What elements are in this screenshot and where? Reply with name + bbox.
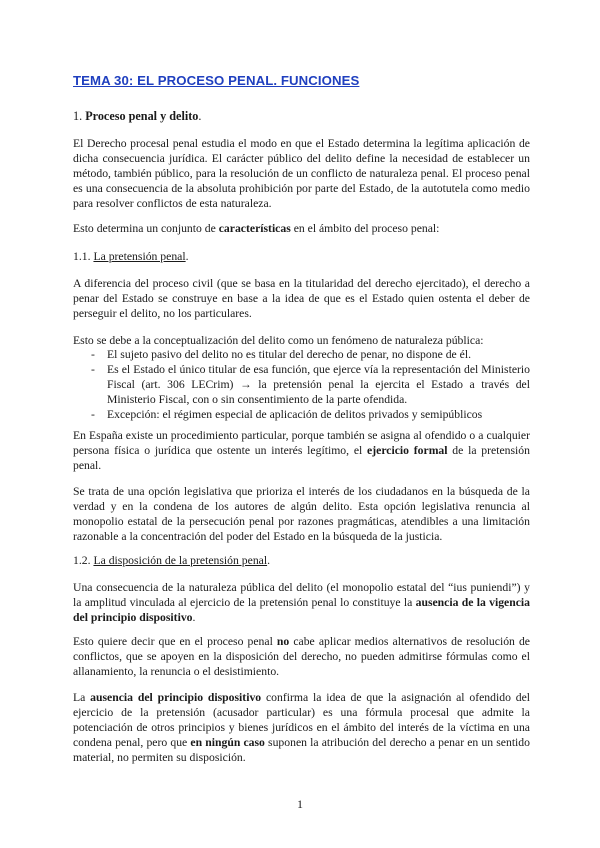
section-1-heading bbox=[73, 109, 530, 124]
text-run: La bbox=[73, 691, 91, 704]
text-run: . bbox=[192, 611, 196, 624]
list-item: - Excepción: el régimen especial de aplicación de delitos privados y semipúblicos bbox=[73, 407, 530, 422]
page-number: 1 bbox=[297, 797, 303, 811]
bold-run: características bbox=[218, 222, 291, 235]
bold-run: ausencia de la vigencia del principio dispositivo bbox=[73, 596, 530, 624]
section-punct: . bbox=[267, 554, 271, 567]
section-number: 1.1. bbox=[73, 250, 94, 263]
paragraph-1: El Derecho procesal penal estudia el modo en que el Estado determina la legítima aplicación de dicha consecuencia jurídica. El carácter público del delito define la necesidad de establecer un método, también público, para la resolución de un conflicto de naturaleza penal. El proceso penal es una consecuencia de la absoluta prohibición por parte del Estado, de la autotutela como medio para resolver conflictos de esta naturaleza. bbox=[73, 137, 530, 210]
text-run: suponen la atribución del derecho a penar en un sentido material, no permiten su disposición. bbox=[73, 736, 530, 764]
section-title: Proceso penal y delito bbox=[85, 109, 199, 123]
bold-run: no bbox=[276, 635, 290, 648]
section-number: 1.2. bbox=[73, 554, 94, 567]
bold-run: en ningún caso bbox=[190, 736, 265, 749]
text-run: Una consecuencia de la naturaleza pública del delito (el monopolio estatal del “ius puniendi”) y la amplitud vinculada al ejercicio de la pretensión penal lo constituye la bbox=[73, 581, 530, 609]
section-number: 1. bbox=[73, 109, 86, 123]
text-run: de la pretensión penal. bbox=[73, 444, 530, 472]
list-item: - Es el Estado el único titular de esa función, que ejerce vía la representación del Ministerio Fiscal (art. 306 LECrim) → la pretensión penal la ejercita el Estado a través del Ministerio Fiscal, con o sin consentimiento de la parte ofendida. bbox=[73, 362, 530, 407]
section-1-2-heading bbox=[73, 553, 530, 568]
paragraph-9 bbox=[73, 690, 530, 765]
text-run: Esto determina un conjunto de bbox=[73, 222, 219, 235]
paragraph-6: Se trata de una opción legislativa que prioriza el interés de los ciudadanos en la búsqueda de la verdad y en la condena de los autores de algún delito. Esta opción legislativa renuncia al monopolio estatal de la persecución penal por razones pragmáticas, atendibles a una limitación razonable a la concentración del poder del Estado en la búsqueda de la justicia. bbox=[73, 485, 530, 543]
document-title: TEMA 30: EL PROCESO PENAL. FUNCIONES bbox=[73, 73, 360, 88]
paragraph-8 bbox=[73, 634, 530, 679]
section-title: La pretensión penal bbox=[93, 250, 186, 263]
list-item: - El sujeto pasivo del delito no es titular del derecho de penar, no dispone de él. bbox=[73, 347, 530, 362]
section-punct: . bbox=[198, 109, 202, 123]
section-title: La disposición de la pretensión penal bbox=[93, 554, 268, 567]
text-run: En España existe un procedimiento particular, porque también se asigna al ofendido o a cualquier persona física o jurídica que ostente un interés legítimo, el bbox=[73, 429, 530, 457]
paragraph-5 bbox=[73, 428, 530, 473]
bold-run: ausencia del principio dispositivo bbox=[90, 691, 262, 704]
paragraph-7 bbox=[73, 580, 530, 625]
paragraph-2 bbox=[73, 221, 530, 236]
text-run: Esto quiere decir que en el proceso penal bbox=[73, 635, 277, 648]
section-punct: . bbox=[185, 250, 189, 263]
text-run: confirma la idea de que la asignación al ofendido del ejercicio de la pretensión (acusador particular) es una fórmula procesal que admite la potenciación de otros principios y bienes jurídicos en el ámbito del interés de la víctima en una condena penal, pero que bbox=[73, 691, 531, 749]
text-run: cabe aplicar medios alternativos de resolución de conflictos, que se apoyen en la disposición del derecho, no pueden admitirse fórmulas como el allanamiento, la renuncia o el desistimiento. bbox=[73, 635, 530, 678]
paragraph-4: Esto se debe a la conceptualización del delito como un fenómeno de naturaleza pública: bbox=[73, 334, 484, 347]
paragraph-3: A diferencia del proceso civil (que se basa en la titularidad del derecho ejercitado), el derecho a penar del Estado se construye en base a la idea de que es el Estado quien ostenta el deber de perseguir el delito, no los particulares. bbox=[73, 277, 530, 320]
section-1-1-heading bbox=[73, 249, 530, 264]
bold-run: ejercicio formal bbox=[367, 444, 448, 457]
text-run: en el ámbito del proceso penal: bbox=[290, 222, 440, 235]
bullet-list bbox=[73, 347, 530, 422]
